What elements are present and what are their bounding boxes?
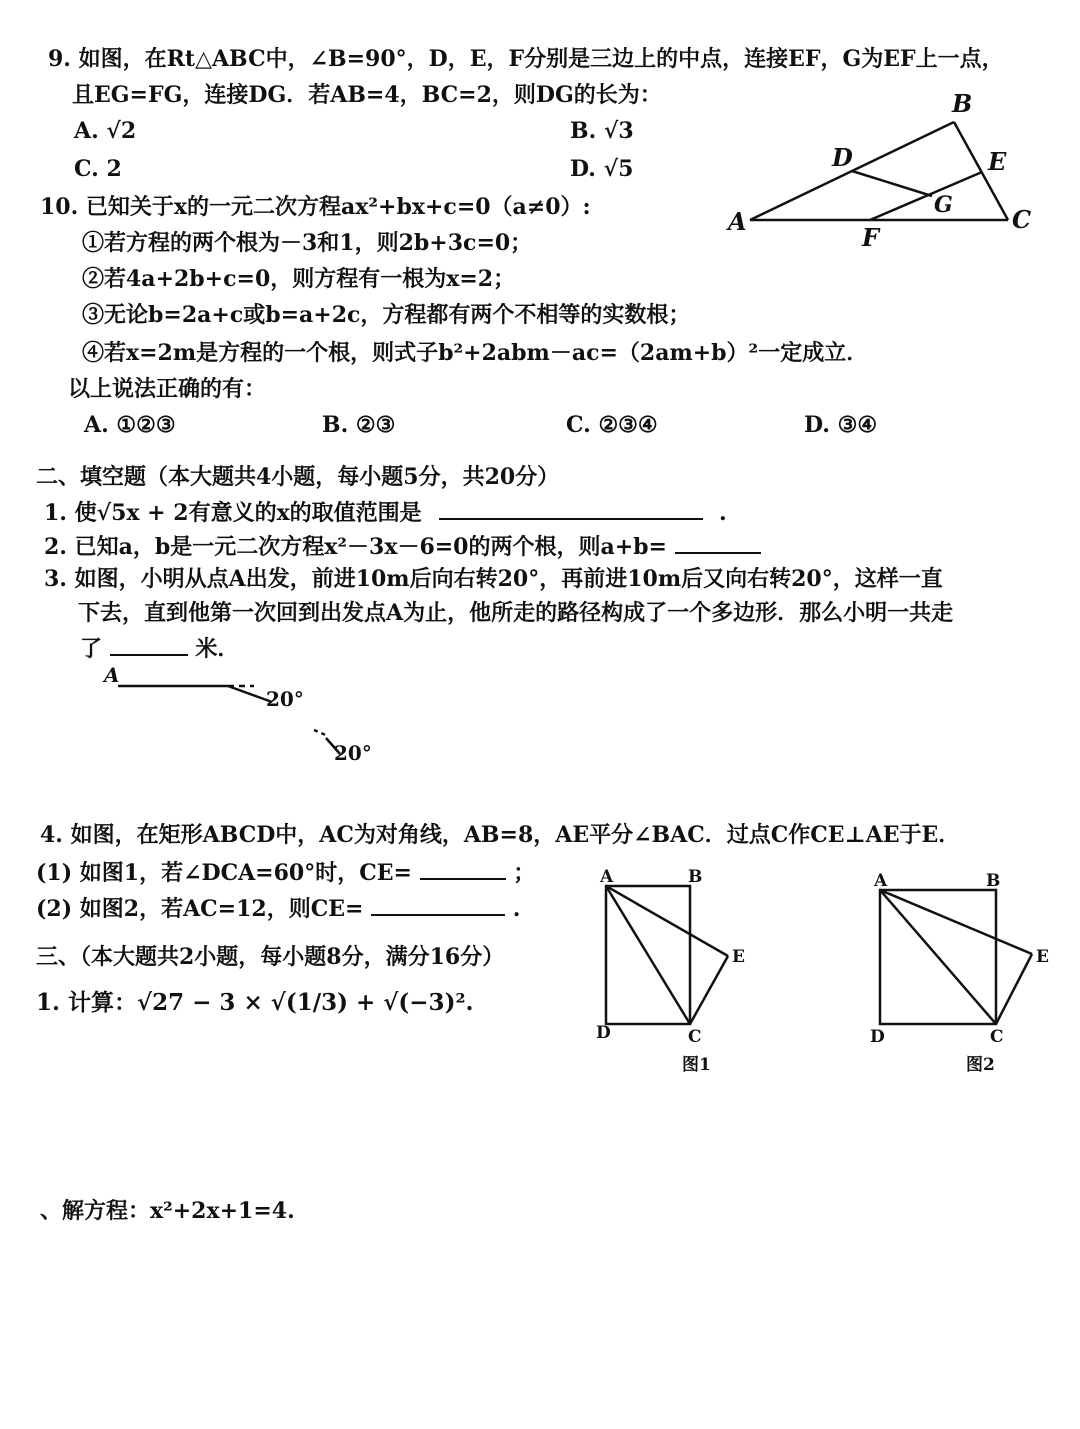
label-c: C (1012, 205, 1032, 234)
q10-line1: 10. 已知关于x的一元二次方程ax²+bx+c=0（a≠0）: (40, 194, 591, 220)
fig2-diagonal-ac (880, 890, 996, 1024)
fill1-end: . (719, 500, 727, 526)
fig1-segment-ce (690, 956, 728, 1024)
fill4-part2-blank[interactable] (371, 892, 505, 916)
fill4-part2 (36, 892, 520, 924)
fig2-label-a: A (874, 871, 888, 891)
q10-statement-4: ④若x=2m是方程的一个根，则式子b²+2abm－ac=（2am+b）²一定成立． (82, 340, 869, 366)
q9-line2: 且EG=FG，连接DG．若AB=4，BC=2，则DG的长为： (72, 82, 662, 108)
q9-triangle-figure (720, 86, 1050, 246)
q9-option-a: A. √2 (74, 118, 137, 144)
fill3-blank[interactable] (110, 632, 188, 656)
fill1 (44, 496, 727, 528)
segment-dg (852, 171, 932, 196)
fig2-label-e: E (1036, 947, 1049, 967)
fig2-label-d: D (870, 1027, 885, 1047)
path-turn-extension-2 (314, 730, 328, 736)
calc2: 、解方程：x²+2x+1=4. (40, 1198, 295, 1224)
q10-option-b: B. ②③ (322, 412, 396, 438)
fill3-path-figure (96, 664, 396, 774)
fill2 (44, 530, 761, 562)
q10-statement-1: ①若方程的两个根为－3和1，则2b+3c=0； (82, 230, 533, 256)
fig2-segment-ae (880, 890, 1032, 954)
label-a: A (728, 207, 747, 236)
fill4-part1-blank[interactable] (420, 856, 506, 880)
fill3-angle-1: 20° (266, 687, 304, 711)
q10-option-a: A. ①②③ (84, 412, 176, 438)
fig2-segment-ce (996, 954, 1032, 1024)
fill4-part1-text: (1) 如图1，若∠DCA=60°时，CE= (36, 860, 412, 886)
fig1-label-a: A (600, 867, 614, 887)
fill4-part1-end: ； (513, 860, 536, 886)
fill3-point-a: A (104, 664, 120, 687)
fill4-part2-text: (2) 如图2，若AC=12，则CE= (36, 896, 364, 922)
fig1-caption: 图1 (682, 1055, 711, 1075)
fill3-line3-post: 米． (195, 636, 240, 662)
fill3-angle-2: 20° (334, 741, 372, 765)
fill3-line3-pre: 了 (80, 636, 103, 662)
q10-option-c: C. ②③④ (566, 412, 658, 438)
fill3-line3 (80, 632, 239, 664)
q10-option-d: D. ③④ (804, 412, 878, 438)
fill4-figure-1 (588, 864, 778, 1084)
fig1-label-d: D (596, 1023, 611, 1043)
label-f: F (862, 223, 880, 246)
fig1-label-e: E (732, 947, 745, 967)
q10-statement-3: ③无论b=2a+c或b=a+2c，方程都有两个不相等的实数根； (82, 302, 691, 328)
fig1-diagonal-ac (606, 886, 690, 1024)
label-b: B (952, 89, 973, 118)
q10-statement-2: ②若4a+2b+c=0，则方程有一根为x=2； (82, 266, 516, 292)
section2-title: 二、填空题（本大题共4小题，每小题5分，共20分） (36, 464, 560, 490)
fill4-figure-2 (862, 864, 1062, 1084)
fill2-blank[interactable] (675, 530, 761, 554)
q9-line1: 9. 如图，在Rt△ABC中，∠B=90°，D，E，F分别是三边上的中点，连接EF，G为EF上一点， (48, 46, 1004, 72)
fill2-text: 2. 已知a，b是一元二次方程x²－3x－6=0的两个根，则a+b= (44, 534, 667, 560)
fill1-blank[interactable] (439, 496, 703, 520)
fig2-caption: 图2 (966, 1055, 995, 1075)
fill4-part2-end: . (512, 896, 521, 922)
label-e: E (988, 147, 1007, 176)
q9-option-d: D. √5 (570, 156, 634, 182)
q9-option-c: C. 2 (74, 156, 122, 182)
fill1-text: 1. 使√5x + 2有意义的x的取值范围是 (44, 500, 422, 526)
q10-ask: 以上说法正确的有： (68, 376, 267, 402)
fill3-line2: 下去，直到他第一次回到出发点A为止，他所走的路径构成了一个多边形．那么小明一共走 (78, 600, 954, 626)
label-d: D (832, 143, 853, 172)
fig1-label-b: B (688, 867, 703, 887)
fill3-line1: 3. 如图，小明从点A出发，前进10m后向右转20°，再前进10m后又向右转20°，这样一直 (44, 566, 943, 592)
q9-option-b: B. √3 (570, 118, 634, 144)
fill4-line1: 4. 如图，在矩形ABCD中，AC为对角线，AB=8，AE平分∠BAC．过点C作CE⊥AE于E． (40, 822, 961, 848)
calc1: 1. 计算：√27 − 3 × √(1/3) + √(−3)². (36, 989, 474, 1016)
label-g: G (934, 192, 953, 218)
section3-title: 三、（本大题共2小题，每小题8分，满分16分） (36, 944, 505, 970)
fill4-part1 (36, 856, 535, 888)
fig2-label-b: B (986, 871, 1001, 891)
fig1-segment-ae (606, 886, 728, 956)
fig1-label-c: C (688, 1027, 702, 1047)
segment-ef (870, 172, 982, 220)
fig2-label-c: C (990, 1027, 1004, 1047)
